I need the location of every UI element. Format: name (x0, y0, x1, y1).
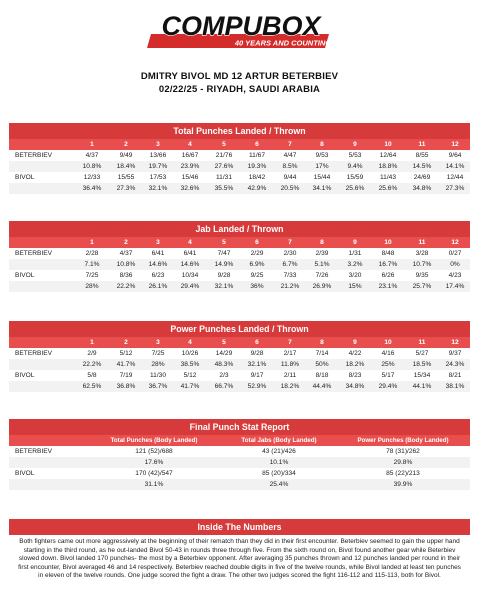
percentage-cell: 10.8% (116, 261, 136, 268)
final-fighter-pct-row (9, 457, 470, 468)
percentage-cell: 66.7% (214, 383, 234, 390)
fighter-pct-row (9, 281, 470, 292)
column-header: Total Jabs (Body Landed) (241, 437, 317, 444)
percentage-cell: 52.9% (247, 383, 267, 390)
landed-thrown-cell: 15/34 (413, 372, 431, 379)
percentage-cell: 28% (151, 361, 165, 368)
percentage-cell: 22.2% (116, 283, 136, 290)
landed-thrown-cell: 5/27 (415, 350, 429, 357)
logo-wordmark: COMPUBOX (161, 11, 321, 41)
percentage-cell: 35.5% (214, 185, 234, 192)
percentage-cell: 21.2% (280, 283, 300, 290)
landed-thrown-cell: 2/17 (283, 350, 297, 357)
landed-thrown-cell: 6/26 (381, 272, 395, 279)
landed-thrown-cell: 12/44 (446, 174, 464, 181)
percentage-cell: 36.8% (116, 383, 136, 390)
landed-thrown-cell: 9/49 (119, 152, 133, 159)
round-number: 8 (320, 239, 324, 246)
percentage-cell: 44.4% (312, 383, 332, 390)
final-fighter-counts-row (9, 446, 470, 457)
round-number: 5 (222, 239, 226, 246)
landed-thrown-cell: 5/53 (348, 152, 362, 159)
landed-thrown-cell: 7/19 (119, 372, 133, 379)
percentage-cell: 17% (315, 163, 329, 170)
landed-thrown-cell: 15/59 (346, 174, 364, 181)
percentage-cell: 18.5% (412, 361, 432, 368)
landed-thrown-cell: 8/48 (381, 250, 395, 257)
landed-thrown-cell: 1/31 (348, 250, 362, 257)
percentage-cell: 19.7% (148, 163, 168, 170)
percentage-cell: 23.9% (180, 163, 200, 170)
percentage-cell: 44.1% (412, 383, 432, 390)
round-number: 6 (255, 339, 259, 346)
landed-thrown-cell: 5/8 (87, 372, 97, 379)
percentage-cell: 32.1% (148, 185, 168, 192)
landed-thrown-cell: 7/25 (151, 350, 165, 357)
percentage-cell: 26.1% (148, 283, 168, 290)
round-number: 1 (90, 141, 94, 148)
stat-cell: 17.6% (144, 459, 164, 466)
section-title: Inside The Numbers (9, 519, 470, 535)
fighter-counts-row (9, 270, 470, 281)
landed-thrown-cell: 2/30 (283, 250, 297, 257)
fighter-counts-row (9, 348, 470, 359)
landed-thrown-cell: 15/46 (181, 174, 199, 181)
percentage-cell: 25.7% (412, 283, 432, 290)
round-number: 6 (255, 141, 259, 148)
round-number: 6 (255, 239, 259, 246)
landed-thrown-cell: 3/28 (415, 250, 429, 257)
fight-header (0, 70, 479, 96)
total-punches-table (9, 123, 470, 194)
percentage-cell: 22.2% (82, 361, 102, 368)
percentage-cell: 14.1% (445, 163, 465, 170)
percentage-cell: 14.9% (214, 261, 234, 268)
percentage-cell: 5.1% (314, 261, 330, 268)
final-column-header-row (9, 435, 470, 446)
landed-thrown-cell: 4/37 (119, 250, 133, 257)
fighter-pct-row (9, 259, 470, 270)
landed-thrown-cell: 4/37 (85, 152, 99, 159)
stat-cell: 31.1% (144, 481, 164, 488)
landed-thrown-cell: 24/69 (413, 174, 431, 181)
percentage-cell: 27.3% (116, 185, 136, 192)
landed-thrown-cell: 11/43 (379, 174, 396, 181)
round-number: 11 (418, 239, 426, 246)
landed-thrown-cell: 4/16 (381, 350, 395, 357)
percentage-cell: 41.7% (116, 361, 136, 368)
fighter-pct-row (9, 161, 470, 172)
logo-tagline: 40 YEARS AND COUNTING (234, 38, 332, 48)
fighter-pct-row (9, 183, 470, 194)
round-number: 1 (90, 239, 94, 246)
round-number: 12 (451, 239, 459, 246)
percentage-cell: 29.4% (180, 283, 200, 290)
landed-thrown-cell: 15/55 (117, 174, 135, 181)
landed-thrown-cell: 5/12 (183, 372, 197, 379)
landed-thrown-cell: 9/28 (250, 350, 264, 357)
landed-thrown-cell: 3/20 (348, 272, 362, 279)
landed-thrown-cell: 9/25 (250, 272, 264, 279)
landed-thrown-cell: 12/33 (83, 174, 101, 181)
percentage-cell: 34.1% (312, 185, 332, 192)
percentage-cell: 29.4% (378, 383, 398, 390)
round-number: 7 (288, 141, 292, 148)
round-number: 3 (156, 339, 160, 346)
landed-thrown-cell: 2/9 (87, 350, 97, 357)
percentage-cell: 17.4% (445, 283, 465, 290)
landed-thrown-cell: 11/31 (215, 174, 232, 181)
percentage-cell: 18.4% (116, 163, 136, 170)
percentage-cell: 14.5% (412, 163, 432, 170)
round-number: 2 (124, 141, 128, 148)
landed-thrown-cell: 9/44 (283, 174, 297, 181)
landed-thrown-cell: 7/14 (315, 350, 329, 357)
round-number: 3 (156, 239, 160, 246)
round-number: 9 (353, 339, 357, 346)
stat-cell: 170 (42)/547 (135, 470, 173, 477)
landed-thrown-cell: 18/42 (248, 174, 266, 181)
percentage-cell: 16.7% (378, 261, 398, 268)
percentage-cell: 6.9% (249, 261, 265, 268)
landed-thrown-cell: 10/26 (181, 350, 199, 357)
percentage-cell: 34.8% (412, 185, 432, 192)
round-number: 7 (288, 339, 292, 346)
fighter-name: BIVOL (15, 372, 35, 379)
percentage-cell: 48.3% (214, 361, 234, 368)
section-title: Jab Landed / Thrown (9, 221, 470, 237)
percentage-cell: 38.1% (445, 383, 465, 390)
round-number: 2 (124, 339, 128, 346)
round-number: 12 (451, 339, 459, 346)
percentage-cell: 3.2% (347, 261, 363, 268)
section-title: Total Punches Landed / Thrown (9, 123, 470, 139)
percentage-cell: 50% (315, 361, 329, 368)
landed-thrown-cell: 8/21 (448, 372, 462, 379)
landed-thrown-cell: 11/30 (149, 372, 166, 379)
compubox-logo (143, 8, 337, 54)
stat-cell: 29.8% (393, 459, 413, 466)
event-date-location: 02/22/25 - RIYADH, SAUDI ARABIA (158, 84, 321, 95)
landed-thrown-cell: 13/66 (149, 152, 167, 159)
round-number: 8 (320, 339, 324, 346)
landed-thrown-cell: 7/26 (315, 272, 329, 279)
round-number: 1 (90, 339, 94, 346)
stat-cell: 121 (52)/688 (135, 448, 173, 455)
landed-thrown-cell: 6/41 (183, 250, 197, 257)
section-title: Power Punches Landed / Thrown (9, 321, 470, 337)
percentage-cell: 18.8% (378, 163, 398, 170)
round-number: 4 (188, 239, 192, 246)
fighter-name: BIVOL (15, 470, 35, 477)
landed-thrown-cell: 14/29 (215, 350, 233, 357)
landed-thrown-cell: 6/41 (151, 250, 165, 257)
percentage-cell: 36.4% (82, 185, 102, 192)
percentage-cell: 28% (85, 283, 99, 290)
analysis-text: Both fighters came out more aggressively at the beginning of their rematch than they did in their first encounter. Beterbiev seemed to gain the upper hand starting in the third round, as he out-landed Bivol 50-43 in rounds three through five. From the sixth round on, Bivol found another gear while Beterbiev slowed down. Bivol landed 170 punches- the most by a Beterbiev opponent. After averaging 35 punches thrown and 12 punches landed per round in their first encounter, Bivol averaged 46 and 14 respectively. Beterbiev reached double digits in five of the twelve rounds, while Bivol landed at least ten punches in eleven of the twelve rounds. One judge scored the fight a draw. The other two judges scored the fight 116-112 and 115-113, both for Bivol. (9, 535, 470, 584)
section-title: Final Punch Stat Report (9, 419, 470, 435)
landed-thrown-cell: 10/34 (181, 272, 199, 279)
percentage-cell: 6.7% (282, 261, 298, 268)
landed-thrown-cell: 2/29 (250, 250, 264, 257)
percentage-cell: 32.1% (214, 283, 234, 290)
fighter-counts-row (9, 370, 470, 381)
landed-thrown-cell: 2/11 (283, 372, 297, 379)
round-number: 10 (384, 239, 392, 246)
landed-thrown-cell: 7/33 (283, 272, 297, 279)
round-number: 3 (156, 141, 160, 148)
percentage-cell: 14.6% (148, 261, 168, 268)
percentage-cell: 42.9% (247, 185, 267, 192)
percentage-cell: 14.6% (180, 261, 200, 268)
percentage-cell: 25.6% (378, 185, 398, 192)
landed-thrown-cell: 17/53 (149, 174, 167, 181)
percentage-cell: 7.1% (84, 261, 100, 268)
percentage-cell: 62.5% (82, 383, 102, 390)
percentage-cell: 8.5% (282, 163, 298, 170)
fighter-name: BETERBIEV (15, 448, 53, 455)
round-number: 8 (320, 141, 324, 148)
round-header-row (9, 139, 470, 150)
landed-thrown-cell: 2/28 (85, 250, 99, 257)
fighter-name: BIVOL (15, 174, 35, 181)
fighter-counts-row (9, 172, 470, 183)
round-number: 11 (418, 141, 426, 148)
landed-thrown-cell: 9/37 (448, 350, 462, 357)
fighter-counts-row (9, 248, 470, 259)
percentage-cell: 18.2% (280, 383, 300, 390)
percentage-cell: 25% (381, 361, 395, 368)
landed-thrown-cell: 9/53 (315, 152, 329, 159)
landed-thrown-cell: 2/39 (315, 250, 329, 257)
fighter-pct-row (9, 381, 470, 392)
landed-thrown-cell: 8/23 (348, 372, 362, 379)
landed-thrown-cell: 5/17 (381, 372, 395, 379)
landed-thrown-cell: 16/67 (181, 152, 199, 159)
landed-thrown-cell: 4/23 (448, 272, 462, 279)
round-number: 9 (353, 239, 357, 246)
percentage-cell: 41.7% (180, 383, 200, 390)
round-number: 11 (418, 339, 426, 346)
percentage-cell: 38.5% (180, 361, 200, 368)
percentage-cell: 24.3% (445, 361, 465, 368)
landed-thrown-cell: 12/64 (379, 152, 397, 159)
final-fighter-counts-row (9, 468, 470, 479)
round-number: 9 (353, 141, 357, 148)
landed-thrown-cell: 9/64 (448, 152, 462, 159)
fighter-name: BETERBIEV (15, 152, 53, 159)
landed-thrown-cell: 8/36 (119, 272, 133, 279)
inside-the-numbers (9, 519, 470, 584)
landed-thrown-cell: 8/18 (315, 372, 329, 379)
fighter-counts-row (9, 150, 470, 161)
landed-thrown-cell: 4/47 (283, 152, 297, 159)
percentage-cell: 10.8% (82, 163, 102, 170)
stat-cell: 85 (20)/334 (262, 470, 296, 477)
landed-thrown-cell: 9/17 (250, 372, 264, 379)
matchup-title: DMITRY BIVOL MD 12 ARTUR BETERBIEV (140, 71, 339, 82)
stat-cell: 25.4% (269, 481, 289, 488)
percentage-cell: 32.1% (247, 361, 267, 368)
landed-thrown-cell: 2/3 (219, 372, 229, 379)
percentage-cell: 9.4% (347, 163, 363, 170)
landed-thrown-cell: 7/25 (85, 272, 99, 279)
landed-thrown-cell: 8/55 (415, 152, 429, 159)
percentage-cell: 27.6% (214, 163, 234, 170)
percentage-cell: 26.9% (312, 283, 332, 290)
power-punches-table (9, 321, 470, 392)
landed-thrown-cell: 15/44 (313, 174, 331, 181)
round-number: 5 (222, 141, 226, 148)
landed-thrown-cell: 7/47 (217, 250, 231, 257)
column-header: Total Punches (Body Landed) (110, 437, 198, 444)
round-number: 4 (188, 339, 192, 346)
percentage-cell: 15% (348, 283, 362, 290)
stat-cell: 39.9% (393, 481, 413, 488)
percentage-cell: 25.6% (345, 185, 365, 192)
round-header-row (9, 237, 470, 248)
landed-thrown-cell: 5/12 (119, 350, 133, 357)
fighter-pct-row (9, 359, 470, 370)
landed-thrown-cell: 0/27 (448, 250, 462, 257)
round-number: 10 (384, 339, 392, 346)
percentage-cell: 19.3% (247, 163, 267, 170)
landed-thrown-cell: 4/22 (348, 350, 362, 357)
stat-cell: 43 (21)/426 (262, 448, 296, 455)
landed-thrown-cell: 9/35 (415, 272, 429, 279)
percentage-cell: 0% (450, 261, 460, 268)
column-header: Power Punches (Body Landed) (357, 437, 449, 444)
round-number: 10 (384, 141, 392, 148)
final-punch-stat-table (9, 419, 470, 490)
fighter-name: BETERBIEV (15, 250, 53, 257)
percentage-cell: 20.5% (280, 185, 300, 192)
fighter-name: BETERBIEV (15, 350, 53, 357)
landed-thrown-cell: 6/23 (151, 272, 165, 279)
stat-cell: 85 (22)/213 (386, 470, 420, 477)
percentage-cell: 34.8% (345, 383, 365, 390)
landed-thrown-cell: 11/67 (248, 152, 265, 159)
round-number: 12 (451, 141, 459, 148)
percentage-cell: 18.2% (345, 361, 365, 368)
fighter-name: BIVOL (15, 272, 35, 279)
round-number: 5 (222, 339, 226, 346)
percentage-cell: 36% (250, 283, 264, 290)
round-header-row (9, 337, 470, 348)
percentage-cell: 36.7% (148, 383, 168, 390)
landed-thrown-cell: 9/28 (217, 272, 231, 279)
round-number: 4 (188, 141, 192, 148)
stat-cell: 10.1% (269, 459, 289, 466)
percentage-cell: 11.8% (280, 361, 300, 368)
final-fighter-pct-row (9, 479, 470, 490)
percentage-cell: 32.6% (180, 185, 200, 192)
round-number: 7 (288, 239, 292, 246)
percentage-cell: 10.7% (412, 261, 432, 268)
jab-table (9, 221, 470, 292)
round-number: 2 (124, 239, 128, 246)
stat-cell: 78 (31)/262 (386, 448, 420, 455)
percentage-cell: 23.1% (378, 283, 398, 290)
landed-thrown-cell: 21/76 (215, 152, 233, 159)
percentage-cell: 27.3% (445, 185, 465, 192)
